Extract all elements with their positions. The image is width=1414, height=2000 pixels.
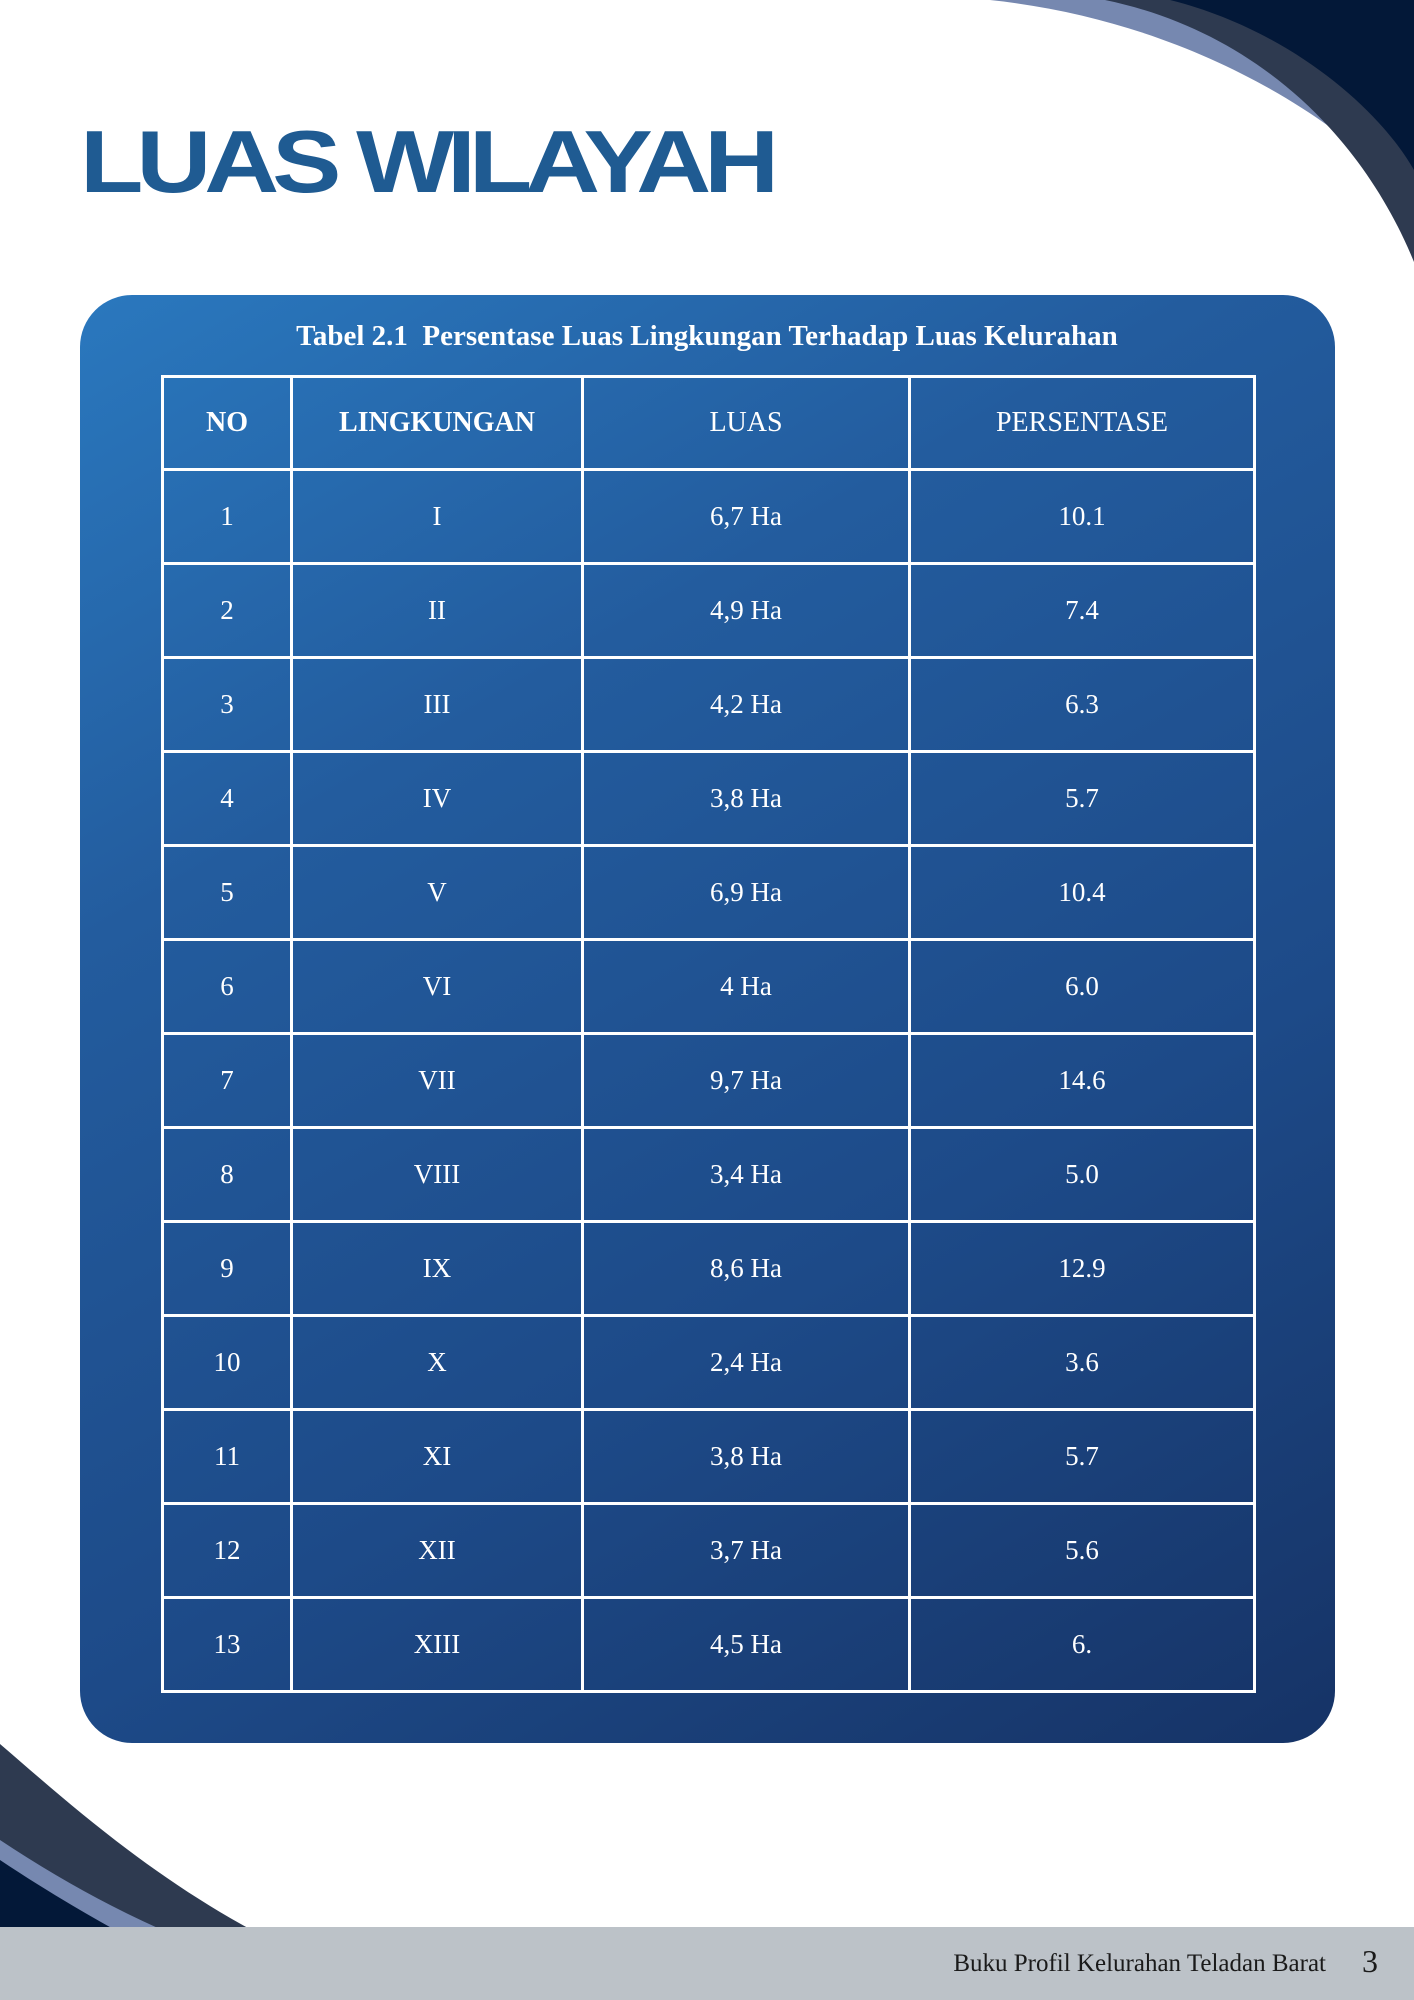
cell-persentase: 12.9	[910, 1222, 1255, 1316]
cell-lingkungan: IX	[292, 1222, 583, 1316]
cell-persentase: 6.3	[910, 658, 1255, 752]
cell-luas: 9,7 Ha	[583, 1034, 910, 1128]
table-row	[163, 470, 1255, 564]
cell-no: 3	[163, 658, 292, 752]
cell-luas: 4,5 Ha	[583, 1598, 910, 1692]
cell-lingkungan: III	[292, 658, 583, 752]
cell-luas: 4,2 Ha	[583, 658, 910, 752]
cell-persentase: 3.6	[910, 1316, 1255, 1410]
cell-no: 13	[163, 1598, 292, 1692]
cell-no: 8	[163, 1128, 292, 1222]
cell-lingkungan: I	[292, 470, 583, 564]
cell-luas: 3,8 Ha	[583, 1410, 910, 1504]
cell-persentase: 10.4	[910, 846, 1255, 940]
table-row	[163, 940, 1255, 1034]
cell-lingkungan: XIII	[292, 1598, 583, 1692]
table-row	[163, 1504, 1255, 1598]
footer-text: Buku Profil Kelurahan Teladan Barat	[953, 1950, 1326, 1977]
cell-persentase: 5.7	[910, 752, 1255, 846]
table-row	[163, 1222, 1255, 1316]
table-caption: Tabel 2.1 Persentase Luas Lingkungan Terhadap Luas Kelurahan	[296, 320, 1118, 352]
cell-lingkungan: VIII	[292, 1128, 583, 1222]
table-row	[163, 1598, 1255, 1692]
area-table	[161, 375, 1256, 1693]
cell-luas: 6,9 Ha	[583, 846, 910, 940]
header-persentase: PERSENTASE	[910, 377, 1255, 470]
cell-persentase: 5.0	[910, 1128, 1255, 1222]
cell-no: 2	[163, 564, 292, 658]
cell-lingkungan: V	[292, 846, 583, 940]
cell-persentase: 6.	[910, 1598, 1255, 1692]
cell-no: 5	[163, 846, 292, 940]
cell-no: 11	[163, 1410, 292, 1504]
cell-luas: 3,7 Ha	[583, 1504, 910, 1598]
cell-luas: 3,4 Ha	[583, 1128, 910, 1222]
table-body	[163, 470, 1255, 1692]
cell-lingkungan: X	[292, 1316, 583, 1410]
cell-no: 1	[163, 470, 292, 564]
header-no: NO	[163, 377, 292, 470]
cell-persentase: 5.6	[910, 1504, 1255, 1598]
cell-no: 7	[163, 1034, 292, 1128]
cell-no: 9	[163, 1222, 292, 1316]
cell-persentase: 14.6	[910, 1034, 1255, 1128]
cell-luas: 8,6 Ha	[583, 1222, 910, 1316]
cell-no: 10	[163, 1316, 292, 1410]
cell-lingkungan: XII	[292, 1504, 583, 1598]
table-row	[163, 1316, 1255, 1410]
cell-lingkungan: VI	[292, 940, 583, 1034]
table-row	[163, 846, 1255, 940]
table-row	[163, 1410, 1255, 1504]
cell-lingkungan: II	[292, 564, 583, 658]
table-row	[163, 752, 1255, 846]
table-header-row	[163, 377, 1255, 470]
cell-luas: 3,8 Ha	[583, 752, 910, 846]
cell-luas: 4 Ha	[583, 940, 910, 1034]
header-luas: LUAS	[583, 377, 910, 470]
table-row	[163, 1128, 1255, 1222]
cell-luas: 6,7 Ha	[583, 470, 910, 564]
cell-no: 12	[163, 1504, 292, 1598]
page-number: 3	[1362, 1943, 1378, 1979]
cell-persentase: 10.1	[910, 470, 1255, 564]
cell-lingkungan: VII	[292, 1034, 583, 1128]
cell-lingkungan: XI	[292, 1410, 583, 1504]
cell-no: 6	[163, 940, 292, 1034]
header-lingkungan: LINGKUNGAN	[292, 377, 583, 470]
cell-persentase: 7.4	[910, 564, 1255, 658]
table-row	[163, 658, 1255, 752]
cell-lingkungan: IV	[292, 752, 583, 846]
cell-luas: 4,9 Ha	[583, 564, 910, 658]
cell-persentase: 5.7	[910, 1410, 1255, 1504]
cell-persentase: 6.0	[910, 940, 1255, 1034]
table-row	[163, 564, 1255, 658]
cell-no: 4	[163, 752, 292, 846]
cell-luas: 2,4 Ha	[583, 1316, 910, 1410]
table-row	[163, 1034, 1255, 1128]
page-title: LUAS WILAYAH	[80, 112, 773, 211]
